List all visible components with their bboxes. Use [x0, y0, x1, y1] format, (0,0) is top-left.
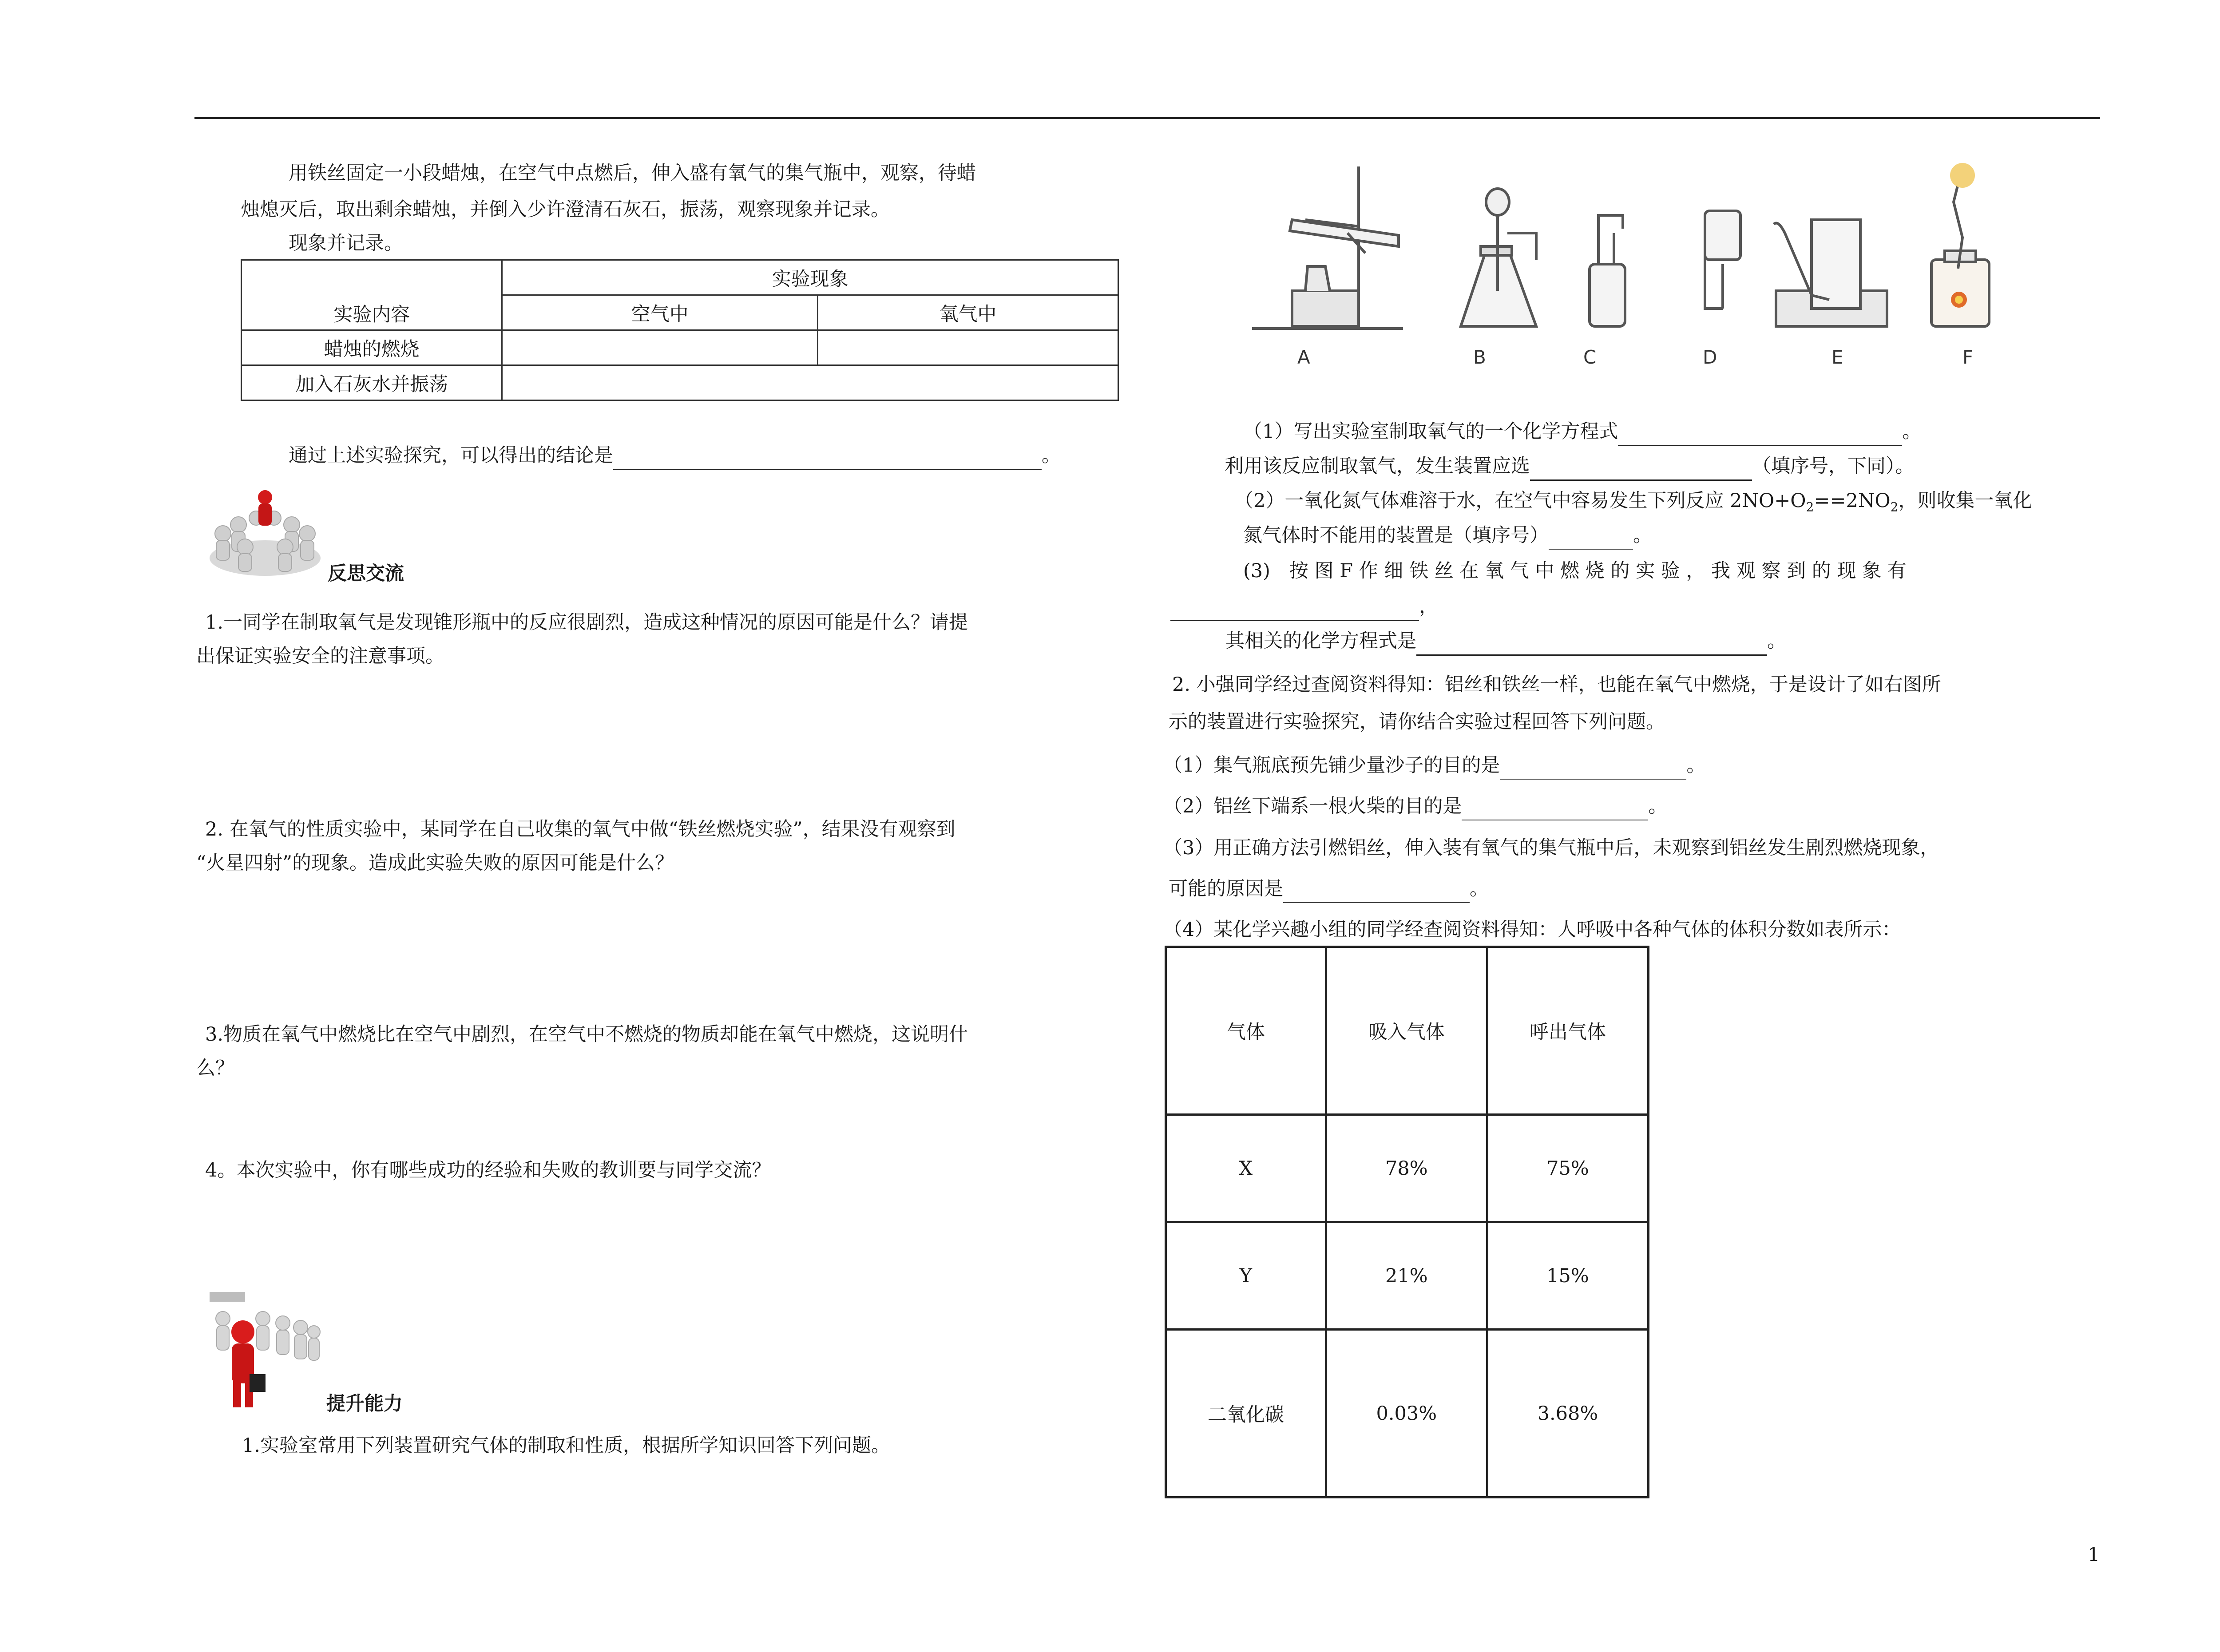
observation-table	[241, 259, 1119, 401]
s2-suffix: 。	[1648, 795, 1668, 817]
reflect-q1-line1: 1.一同学在制取氧气是发现锥形瓶中的反应很剧烈，造成这种情况的原因可能是什么？请提	[205, 611, 968, 634]
improve-q1: 1.实验室常用下列装置研究气体的制取和性质，根据所学知识回答下列问题。	[242, 1434, 891, 1457]
reflect-q3-line2: 么？	[196, 1057, 234, 1079]
s1-prefix: （1）集气瓶底预先铺少量沙子的目的是	[1163, 754, 1500, 776]
s1-suffix: 。	[1686, 754, 1706, 776]
p3b-blank[interactable]	[1170, 593, 1419, 621]
header-rule	[194, 117, 2100, 119]
apparatus-label-d: D	[1703, 346, 1717, 368]
reflect-q2-line2: “火星四射”的现象。造成此实验失败的原因可能是什么？	[196, 852, 674, 874]
reflect-q1-line2: 出保证实验安全的注意事项。	[196, 645, 444, 667]
p1-prefix: （1）写出实验室制取氧气的一个化学方程式	[1243, 420, 1618, 443]
discussion-group-icon	[205, 480, 325, 582]
p3b-line	[1170, 593, 1438, 621]
gas-row-label: Y	[1166, 1222, 1326, 1330]
p1b-line	[1225, 453, 1915, 481]
p2b-line	[1243, 522, 1652, 550]
obs-header-group: 实验现象	[502, 260, 1118, 295]
s2-line	[1163, 793, 1667, 820]
obs-header-oxygen: 氧气中	[818, 295, 1118, 330]
page-number: 1	[2088, 1544, 2100, 1566]
conclusion-blank[interactable]	[613, 442, 1042, 470]
q2-line2: 示的装置进行实验探究，请你结合实验过程回答下列问题。	[1169, 711, 1665, 733]
p3-line: (3) 按 图 F 作 细 铁 丝 在 氧 气 中 燃 烧 的 实 验 ， 我 观 察 到 的 现 象 有	[1243, 560, 1907, 582]
improve-title: 提升能力	[326, 1393, 403, 1415]
conclusion-prefix: 通过上述实验探究，可以得出的结论是	[289, 444, 613, 467]
p2b-blank[interactable]	[1549, 522, 1633, 550]
s3-prefix: 可能的原因是	[1169, 878, 1283, 900]
gas-row-inhaled: 78%	[1326, 1115, 1487, 1222]
obs-cell-candle-air[interactable]	[502, 330, 818, 365]
gas-row-exhaled: 3.68%	[1487, 1330, 1648, 1497]
p3c-suffix: 。	[1767, 630, 1786, 652]
s4-line: （4）某化学兴趣小组的同学经查阅资料得知：人呼吸中各种气体的体积分数如表所示：	[1163, 919, 1901, 941]
s3-line1: （3）用正确方法引燃铝丝，伸入装有氧气的集气瓶中后，未观察到铝丝发生剧烈燃烧现象，	[1163, 837, 1939, 859]
gas-row-exhaled: 75%	[1487, 1115, 1648, 1222]
apparatus-label-b: B	[1473, 346, 1486, 368]
obs-header-content: 实验内容	[242, 260, 502, 330]
intro-line-3: 现象并记录。	[289, 232, 403, 254]
intro-line-2: 烛熄灭后，取出剩余蜡烛，并倒入少许澄清石灰石，振荡，观察现象并记录。	[241, 198, 890, 221]
q2-line1: 2. 小强同学经过查阅资料得知：铝丝和铁丝一样，也能在氧气中燃烧，于是设计了如右图所	[1172, 673, 1941, 696]
lab-apparatus-diagram	[1252, 158, 2069, 375]
gas-row-label: 二氧化碳	[1166, 1330, 1326, 1497]
apparatus-label-c: C	[1583, 346, 1597, 368]
reflect-title: 反思交流	[328, 563, 404, 585]
p1b-blank[interactable]	[1530, 453, 1752, 481]
leader-figure-icon	[205, 1288, 325, 1416]
p2-suffix: ，则收集一氧化	[1898, 490, 2032, 512]
gas-header-gas: 气体	[1166, 947, 1326, 1115]
p1b-suffix: （填序号，下同）。	[1752, 455, 1915, 477]
s3-line2	[1169, 876, 1489, 903]
obs-row-candle: 蜡烛的燃烧	[242, 330, 502, 365]
reflect-q3-line1: 3.物质在氧气中燃烧比在空气中剧烈，在空气中不燃烧的物质却能在氧气中燃烧，这说明什	[205, 1023, 968, 1046]
p1-blank[interactable]	[1618, 418, 1902, 446]
apparatus-label-f: F	[1962, 346, 1974, 368]
gas-row-label: X	[1166, 1115, 1326, 1222]
p3b-suffix: ，	[1419, 595, 1438, 618]
p3c-blank[interactable]	[1416, 628, 1767, 656]
p1-line	[1243, 418, 1921, 446]
s2-blank[interactable]	[1462, 793, 1648, 820]
obs-header-air: 空气中	[502, 295, 818, 330]
p2-prefix: （2）一氧化氮气体难溶于水，在空气中容易发生下列反应 2NO+O	[1234, 490, 1806, 512]
obs-cell-candle-oxygen[interactable]	[818, 330, 1118, 365]
p2-line	[1234, 487, 2032, 521]
conclusion-line	[289, 442, 1061, 470]
s1-blank[interactable]	[1500, 752, 1686, 780]
breath-gas-table	[1165, 946, 1649, 1498]
gas-row-inhaled: 21%	[1326, 1222, 1487, 1330]
s3-blank[interactable]	[1283, 876, 1470, 903]
reflect-q2-line1: 2. 在氧气的性质实验中，某同学在自己收集的氧气中做“铁丝燃烧实验”，结果没有观察到	[205, 818, 955, 840]
p2-sub1: 2	[1806, 499, 1814, 515]
gas-row-exhaled: 15%	[1487, 1222, 1648, 1330]
s3-suffix: 。	[1470, 878, 1489, 900]
apparatus-label-a: A	[1297, 346, 1310, 368]
obs-row-limewater: 加入石灰水并振荡	[242, 365, 502, 400]
intro-line-1: 用铁丝固定一小段蜡烛，在空气中点燃后，伸入盛有氧气的集气瓶中，观察，待蜡	[289, 162, 976, 184]
gas-header-inhaled: 吸入气体	[1326, 947, 1487, 1115]
p3c-line	[1225, 628, 1786, 656]
gas-row-inhaled: 0.03%	[1326, 1330, 1487, 1497]
gas-header-exhaled: 呼出气体	[1487, 947, 1648, 1115]
s2-prefix: （2）铝丝下端系一根火柴的目的是	[1163, 795, 1462, 817]
p2-sub2: 2	[1890, 499, 1899, 515]
p2b-prefix: 氮气体时不能用的装置是（填序号）	[1243, 524, 1549, 547]
p2b-suffix: 。	[1633, 524, 1652, 547]
p3c-prefix: 其相关的化学方程式是	[1225, 630, 1416, 652]
obs-cell-limewater[interactable]	[502, 365, 1118, 400]
s1-line	[1163, 752, 1705, 780]
p2-mid: ==2NO	[1814, 490, 1891, 512]
apparatus-label-e: E	[1832, 346, 1843, 368]
p1b-prefix: 利用该反应制取氧气，发生装置应选	[1225, 455, 1530, 477]
p1-suffix: 。	[1902, 420, 1922, 443]
conclusion-suffix: 。	[1042, 444, 1061, 467]
reflect-q4: 4。本次实验中，你有哪些成功的经验和失败的教训要与同学交流？	[205, 1159, 771, 1181]
